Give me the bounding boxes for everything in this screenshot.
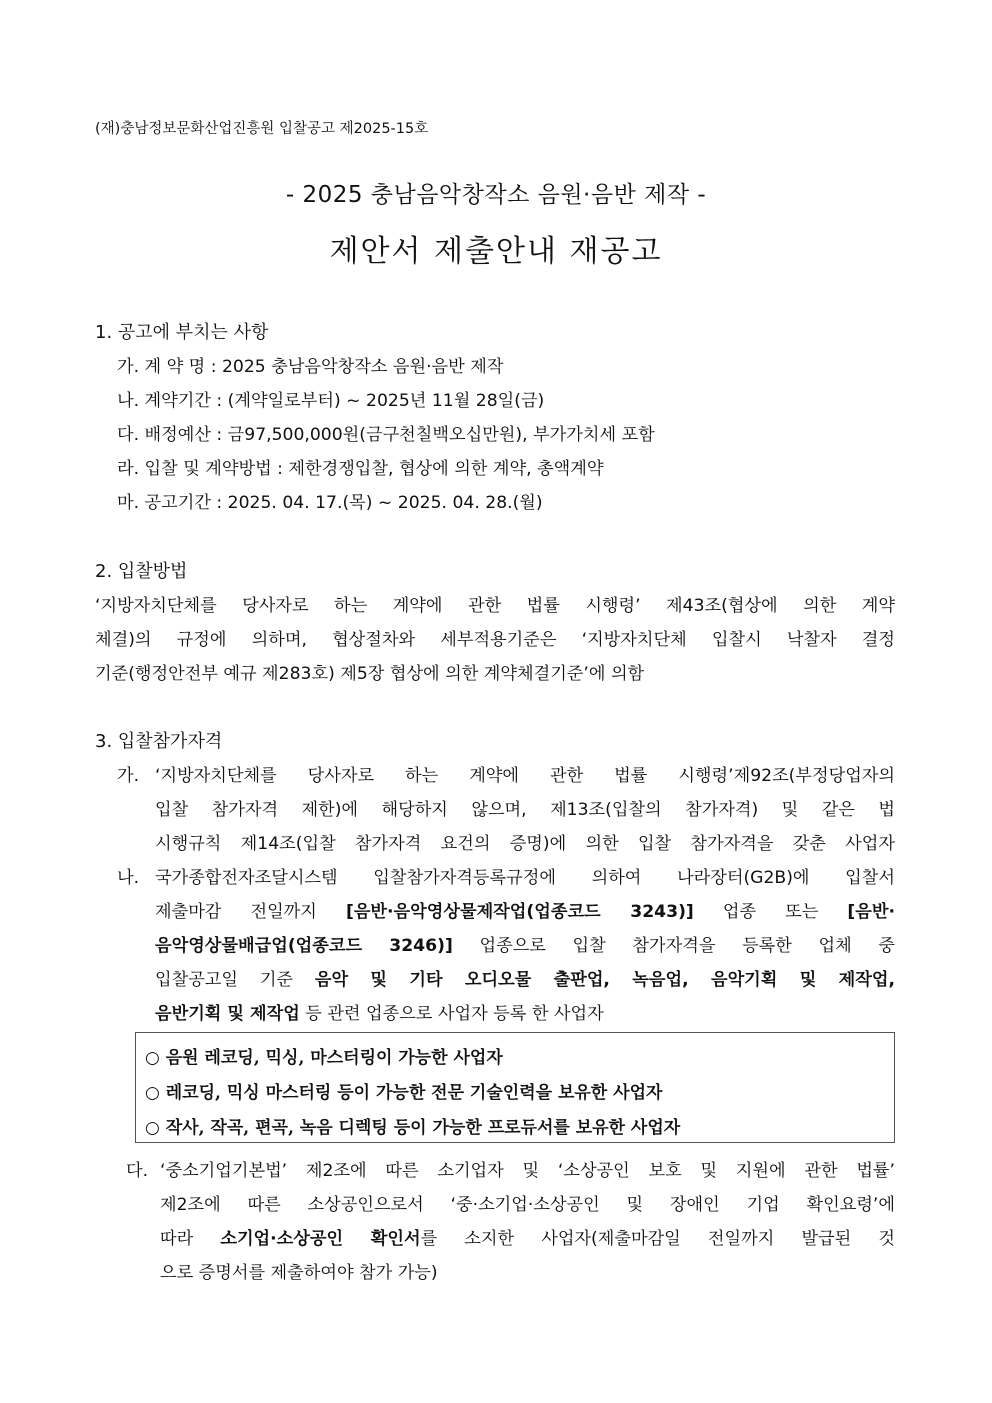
section-3-da-line: 으로 증명서를 제출하여야 참가 가능) [160,1263,438,1283]
industry-code-3246: 음악영상물배급업(업종코드 3246)] [155,936,453,956]
section-1-heading: 1. 공고에 부치는 사항 [95,322,269,343]
section-3-da-line [160,1224,895,1249]
section-3-na-line: 국가종합전자조달시스템 입찰참가자격등록규정에 의하여 나라장터(G2B)에 입찰서 [155,868,895,888]
section-3-ga-line: 시행규칙 제14조(입찰 참가자격 요건의 증명)에 의한 입찰 참가자격을 갖춘 사업자 [155,834,895,854]
section-3-na-marker: 나. [117,868,140,888]
text-run: 입찰공고일 기준 [155,970,315,990]
section-3-ga-line: 입찰 참가자격 제한)에 해당하지 않으며, 제13조(입찰의 참가자격) 및 같은 법 [155,800,895,820]
industry-code-3243: [음반·음악영상물제작업(업종코드 3243)] [345,902,694,922]
section-3-na-line [155,897,895,922]
small-business-certificate: 소기업·소상공인 확인서 [220,1229,421,1249]
related-industries: 음악 및 기타 오디오물 출판업, 녹음업, 음악기획 및 제작업, [314,970,895,990]
document-title: 제안서 제출안내 재공고 [329,234,663,269]
section-3-na-line [155,931,895,956]
section-3-heading: 3. 입찰참가자격 [95,731,223,752]
section-3-ga-marker: 가. [117,766,140,786]
section-3-na-line [155,999,604,1024]
section-2-heading: 2. 입찰방법 [95,561,188,582]
qualification-item: ○ 레코딩, 믹싱 마스터링 등이 가능한 전문 기술인력을 보유한 사업자 [145,1083,663,1103]
related-industry-production: 음반기획 및 제작업 [155,1004,300,1024]
industry-code-3246-start: [음반· [847,902,895,922]
section-1-item-notice-period: 마. 공고기간 : 2025. 04. 17.(목) ~ 2025. 04. 28.(월) [117,493,543,513]
section-1-item-contract-name: 가. 계 약 명 : 2025 충남음악창작소 음원·음반 제작 [117,357,504,377]
section-3-da-marker: 다. [126,1161,149,1181]
text-run: 를 소지한 사업자(제출마감일 전일까지 발급된 것 [420,1229,895,1249]
qualification-item: ○ 음원 레코딩, 믹싱, 마스터링이 가능한 사업자 [145,1048,503,1068]
section-2-line: ‘지방자치단체를 당사자로 하는 계약에 관한 법률 시행령’ 제43조(협상에 의한 계약 [95,596,895,616]
section-2-line: 체결)의 규정에 의하며, 협상절차와 세부적용기준은 ‘지방자치단체 입찰시 낙찰자 결정 [95,630,895,650]
text-run: 제출마감 전일까지 [155,902,346,922]
text-run: 등 관련 업종으로 사업자 등록 한 사업자 [299,1004,604,1024]
section-1-item-budget: 다. 배정예산 : 금97,500,000원(금구천칠백오십만원), 부가가치세 포함 [117,425,655,445]
text-run: 업종으로 입찰 참가자격을 등록한 업체 중 [452,936,896,956]
section-3-na-line [155,965,895,990]
section-3-da-line: ‘중소기업기본법’ 제2조에 따른 소기업자 및 ‘소상공인 보호 및 지원에 관한 법률’ [160,1161,895,1181]
section-3-da-line: 제2조에 따른 소상공인으로서 ‘중·소기업·소상공인 및 장애인 기업 확인요령’에 [160,1195,895,1215]
notice-number: (재)충남정보문화산업진흥원 입찰공고 제2025-15호 [95,121,429,137]
section-3-ga-line: ‘지방자치단체를 당사자로 하는 계약에 관한 법률 시행령’제92조(부정당업자의 [155,766,895,786]
document-subtitle: - 2025 충남음악창작소 음원·음반 제작 - [285,182,707,208]
qualification-item: ○ 작사, 작곡, 편곡, 녹음 디렉팅 등이 가능한 프로듀서를 보유한 사업자 [145,1118,681,1138]
section-2-line: 기준(행정안전부 예규 제283호) 제5장 협상에 의한 계약체결기준’에 의함 [95,664,645,684]
text-run: 따라 [160,1229,221,1249]
text-run: 업종 또는 [693,902,848,922]
qualification-box [135,1032,895,1143]
section-1-item-bid-method: 라. 입찰 및 계약방법 : 제한경쟁입찰, 협상에 의한 계약, 총액계약 [117,459,604,479]
section-1-item-contract-period: 나. 계약기간 : (계약일로부터) ~ 2025년 11월 28일(금) [117,391,545,411]
